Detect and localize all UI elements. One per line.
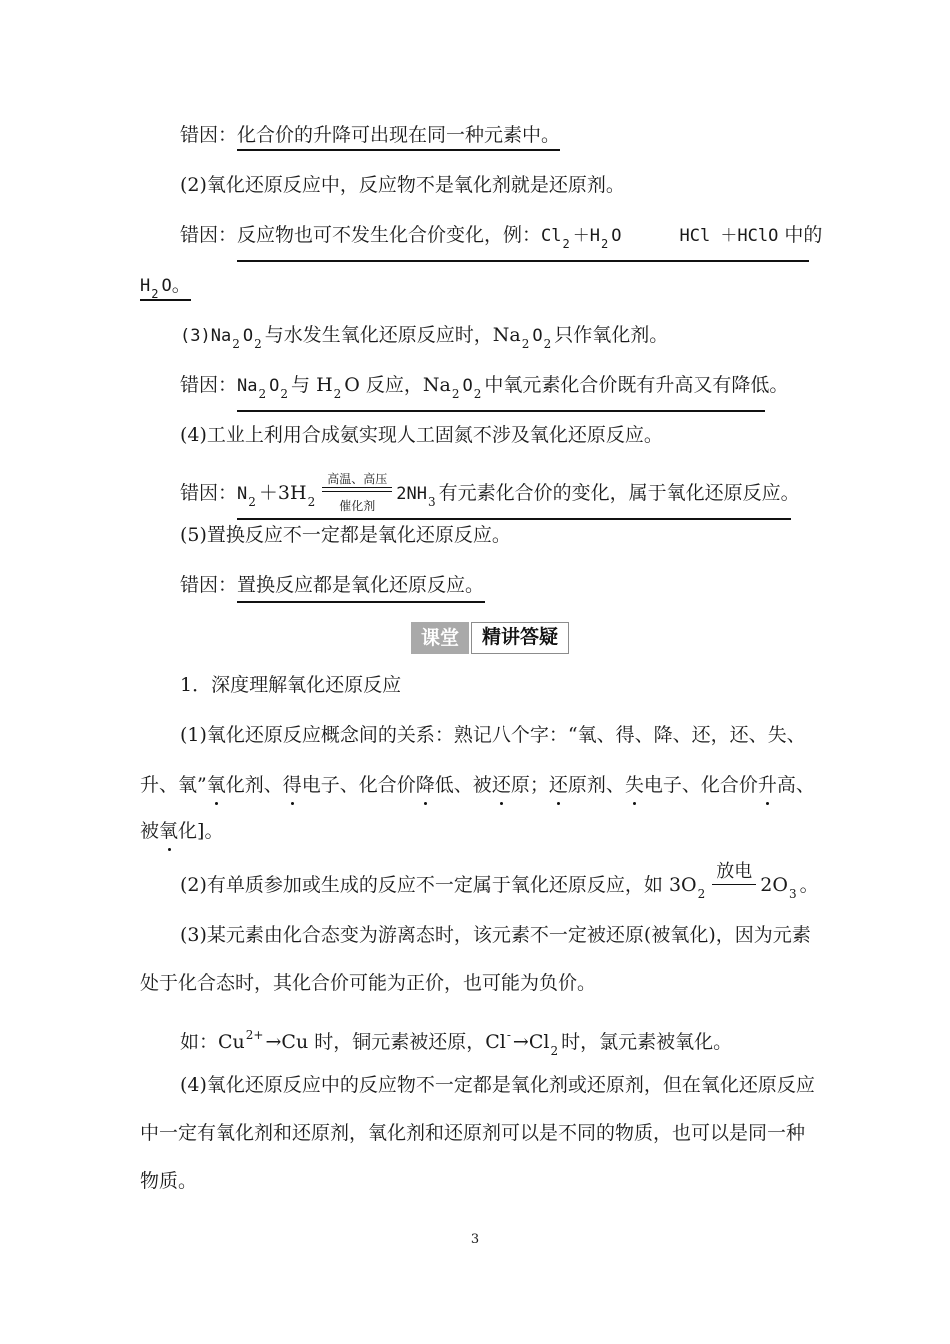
discharge-condition: 放电 (712, 872, 756, 898)
point-3-line1: (3)某元素由化合态变为游离态时，该元素不一定被还原(被氧化)，因为元素 (180, 924, 811, 946)
page-number: 3 (470, 1232, 480, 1247)
reaction-condition-arrow: 高温、高压 催化剂 (322, 480, 392, 506)
error-reason-2: 错因：反应物也可不发生化合价变化，例：$Cl_2 +H_2$ O HCl ＋HClO 中的 (180, 222, 809, 262)
item-5-title: (5)置换反应不一定都是氧化还原反应。 (180, 524, 511, 546)
error-reason-3: 错因：$Na_2$ $O_2$ 与 $H_2$ O 反应，$Na_2$ $O_2$ 中氧元素化合价既有升高又有降低。 (180, 372, 765, 412)
point-1-line3: 被氧化]。 (140, 820, 224, 842)
error-reason-2-cont: $H_2$ O。 (140, 274, 191, 301)
error-reason-4: 错因：$N_2 +3H_2$ 高温、高压 催化剂 $2NH_3$ 有元素化合价的变化，属于氧化还原反应。 (180, 480, 791, 520)
item-4-title: (4)工业上利用合成氨实现人工固氮不涉及氧化还原反应。 (180, 424, 663, 446)
point-2: (2)有单质参加或生成的反应不一定属于氧化还原反应，如 $3O_2$ 放电 $2O_3$ 。 (180, 861, 819, 901)
section-banner (411, 622, 569, 654)
point-4-line1: (4)氧化还原反应中的反应物不一定都是氧化剂或还原剂，但在氧化还原反应 (180, 1074, 815, 1096)
point-3-line2: 处于化合态时，其化合价可能为正价，也可能为负价。 (140, 972, 597, 994)
point-1-line1: (1)氧化还原反应概念间的关系：熟记八个字：“氧、得、降、还，还、失、 (180, 724, 806, 746)
point-1-line2: 升、氧”氧化剂、得电子、化合价降低、被还原；还原剂、失电子、化合价升高、 (140, 774, 815, 796)
point-4-line3: 物质。 (140, 1170, 198, 1192)
reason-text: 化合价的升降可出现在同一种元素中。 (237, 124, 560, 151)
item-3-title: $(3)Na_2$ $O_2$ 与水发生氧化还原反应时，$Na_2$ $O_2$ 只作氧化剂。 (180, 324, 669, 351)
point-4-line2: 中一定有氧化剂和还原剂，氧化剂和还原剂可以是不同的物质，也可以是同一种 (140, 1122, 806, 1144)
banner-right: 精讲答疑 (471, 622, 569, 654)
error-reason-1: 错因：化合价的升降可出现在同一种元素中。 (180, 122, 560, 148)
banner-left: 课堂 (411, 622, 469, 654)
point-3-example: 如：$Cu^{2+} \to Cu$ 时，铜元素被还原，$Cl^- \to Cl_2$ 时，氯元素被氧化。 (180, 1028, 733, 1058)
item-2-title: (2)氧化还原反应中，反应物不是氧化剂就是还原剂。 (180, 174, 625, 196)
error-reason-5: 错因：置换反应都是氧化还原反应。 (180, 572, 485, 603)
section-heading: 1．深度理解氧化还原反应 (180, 674, 402, 696)
